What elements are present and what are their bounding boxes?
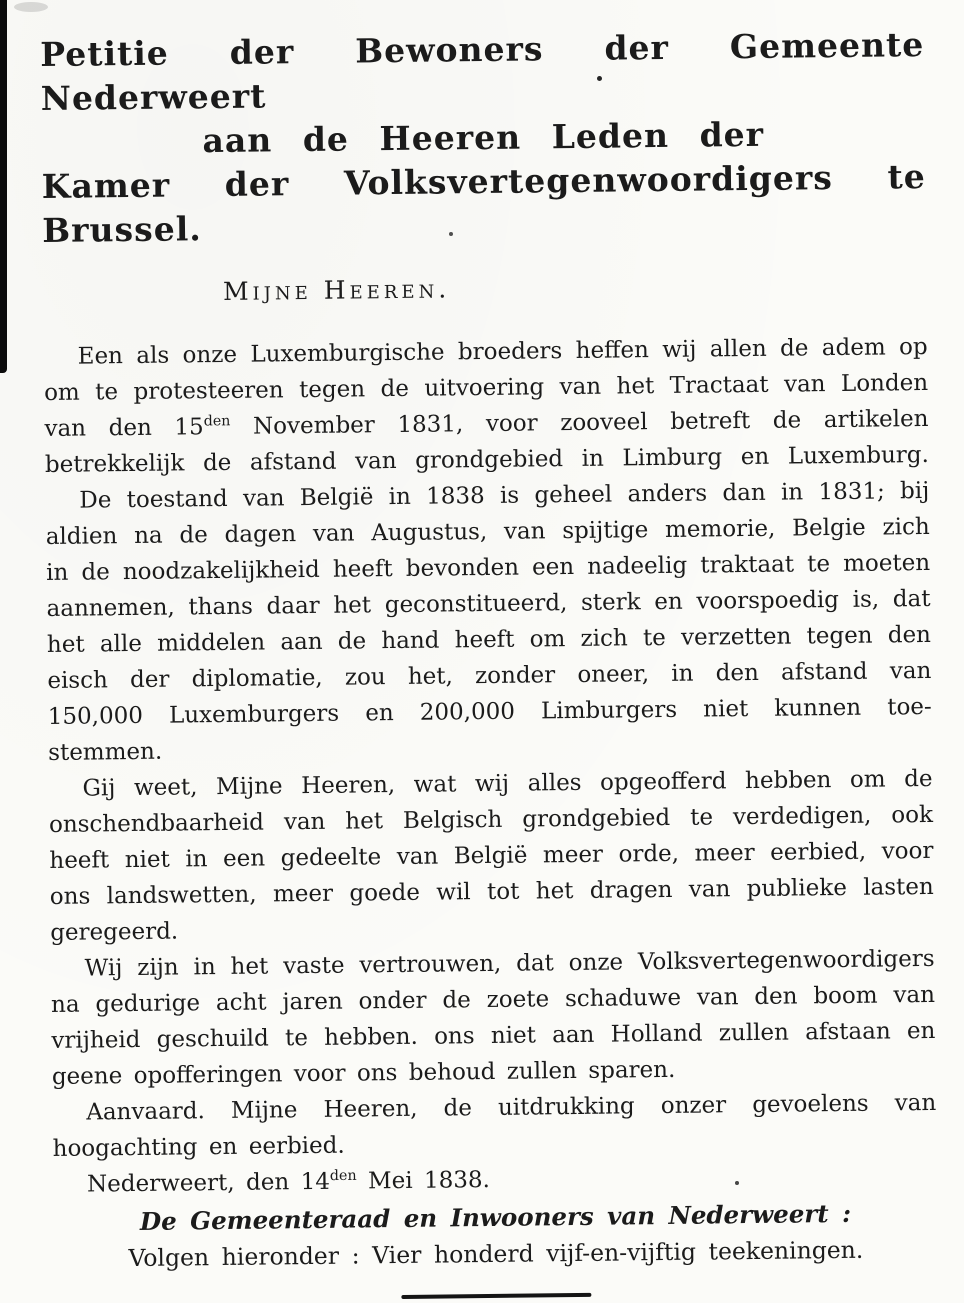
paragraph [50,941,936,1095]
paragraph [48,761,934,951]
body-line: stemmen. [48,738,163,766]
body-line: onschendbaarheid van het Belgisch grondgebied te verdedigen, ook [48,801,934,838]
body-line: Wij zijn in het vaste vertrouwen, dat onze Volksvertegenwoordigers [84,945,935,982]
end-rule [401,1293,591,1299]
body-line: Een als onze Luxemburgische broeders heffen wij allen de adem op [77,333,928,370]
title-line-2: aan de Heeren Leden der [202,114,765,161]
body-line: in de noodzakelijkheid heeft bevonden een nadeelig traktaat te moeten [46,549,931,586]
body-line: aannemen, thans daar het geconstitueerd, sterk en voorspoedig is, dat [46,585,931,622]
document-title [40,23,926,253]
body-line: van den $15^{den}$ November 1831, voor zooveel betreft de artikelen [44,405,929,442]
body-line: na gedurige acht jaren onder de zoete schaduwe van den boom van [50,981,936,1018]
closing-line: Volgen hieronder : Vier honderd vijf-en-vijftig teekeningen. [128,1235,864,1273]
scan-smudge [14,2,48,12]
body-line: ons landswetten, meer goede wil tot het dragen van publieke lasten [49,873,934,910]
body-line: geregeerd. [50,918,179,946]
paragraph [45,473,932,771]
body-line: eisch der diplomatie, zou het, zonder oneer, in den afstand van [47,657,932,694]
body-line: 150,000 Luxemburgers en 200,000 Limburgers niet kunnen toe- [47,693,932,730]
body-line: Nederweert, den $14^{den}$ Mei 1838. [86,1166,491,1198]
body-line: heeft niet in een gedeelte van België meer orde, meer eerbied, voor [49,837,934,874]
paragraph [52,1085,937,1167]
body-line: betrekkelijk de afstand van grondgebied in Limburg en Luxemburg. [44,441,930,478]
title-line-1: Petitie der Bewoners der Gemeente Nederweert [40,24,925,119]
salutation: Mijne Heeren. [222,274,451,306]
body-line: het alle middelen aan de hand heeft om zich te verzetten tegen den [46,621,932,658]
body-line: Gij weet, Mijne Heeren, wat wij alles opgeofferd hebben om de [82,765,933,802]
scan-edge-bar [0,0,7,373]
body-line: geene opofferingen voor ons behoud zullen sparen. [51,1056,676,1090]
body-line: vrijheid geschuild te hebben. ons niet aan Holland zullen afstaan en [51,1017,936,1054]
ordinal-superscript: den [329,1167,357,1185]
ordinal-superscript: den [203,413,231,430]
body-line: aldien na de dagen van Augustus, van spijtige memorie, Belgie zich [45,513,930,550]
document-content [40,23,938,1303]
paragraph [43,329,929,483]
body-line: De toestand van België in 1838 is geheel anders dan in 1831; bij [79,477,930,514]
body-line: hoogachting en eerbied. [52,1132,345,1162]
body-line: om te protesteeren tegen de uitvoering van het Tractaat van Londen [43,369,929,406]
title-line-3: Kamer der Volksvertegenwoordigers te Brussel. [41,156,926,251]
body-line: Aanvaard. Mijne Heeren, de uitdrukking onzer gevoelens van [86,1089,937,1126]
signature-line: De Gemeenteraad en Inwooners van Nederweert : [139,1198,852,1236]
document-body [43,329,937,1203]
